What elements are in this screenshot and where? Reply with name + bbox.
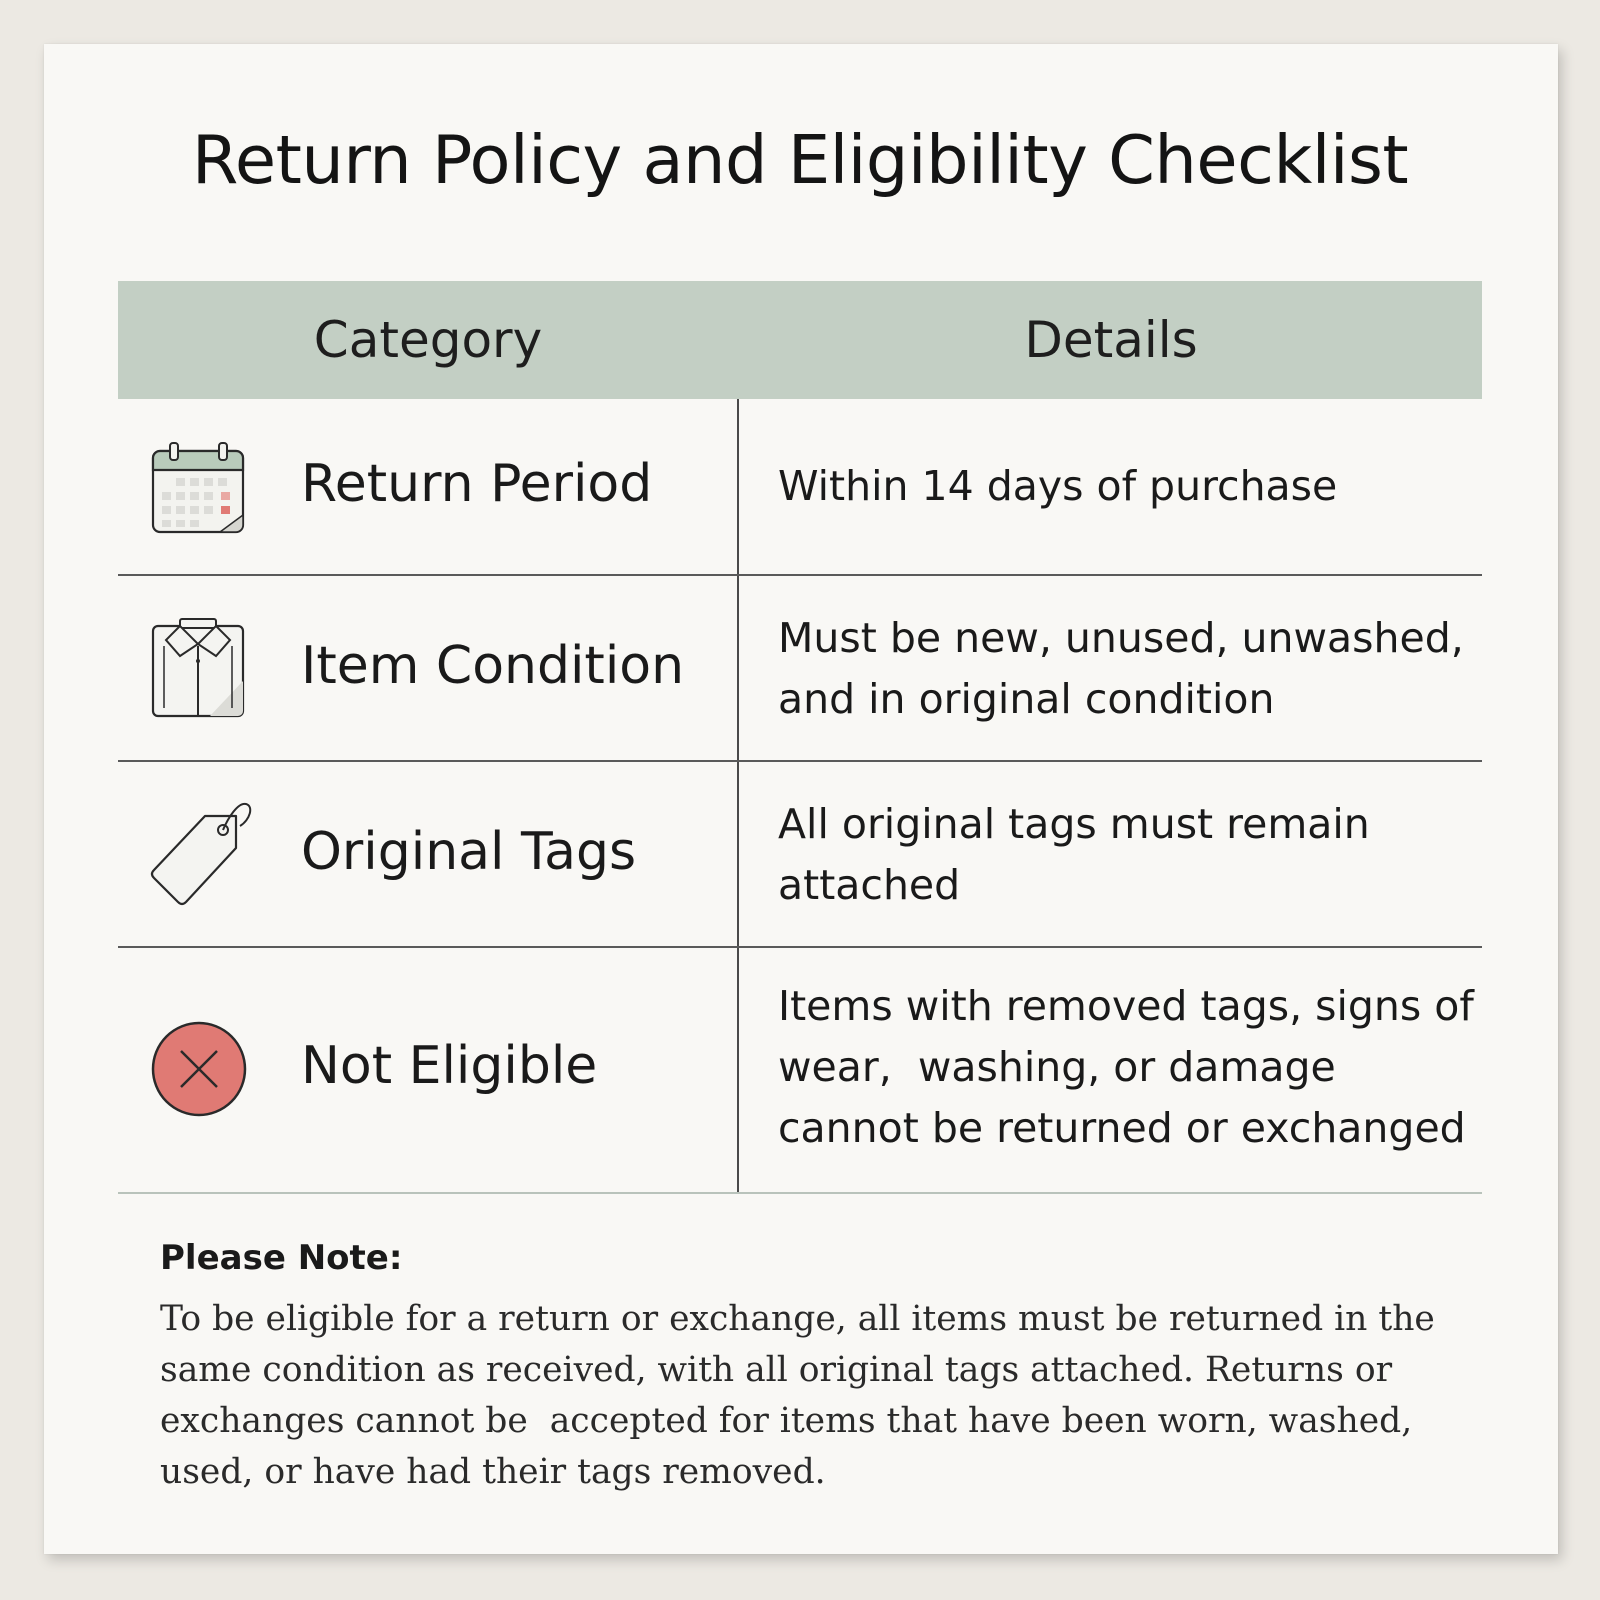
category-label: Not Eligible	[301, 1036, 598, 1096]
details-text: Must be new, unused, unwashed, and in original condition	[778, 614, 1464, 723]
note-text: To be eligible for a return or exchange, all items must be returned in the same condition as received, with all original tags attached. Returns or exchanges cannot be accepted for items that have been worn, washed, used, or have had their tags removed.	[160, 1299, 1435, 1492]
note-title: Please Note:	[160, 1238, 403, 1278]
policy-table	[118, 281, 1482, 1194]
table-row	[118, 948, 1482, 1194]
table-row	[118, 576, 1482, 762]
category-label: Item Condition	[301, 636, 685, 696]
details-text: All original tags must remain attached	[778, 800, 1370, 909]
header-details: Details	[1024, 311, 1198, 369]
table-row	[118, 399, 1482, 576]
calendar-icon	[150, 441, 246, 539]
details-text: Within 14 days of purchase	[778, 462, 1338, 510]
category-label: Original Tags	[301, 822, 637, 882]
details-text: Items with removed tags, signs of wear, washing, or damage cannot be returned or exchanged	[778, 982, 1474, 1152]
page-title: Return Policy and Eligibility Checklist	[191, 121, 1409, 199]
table-header	[118, 281, 1482, 399]
x-circle-icon	[150, 1020, 248, 1122]
tag-icon	[150, 798, 254, 910]
shirt-icon	[150, 616, 246, 724]
category-label: Return Period	[301, 454, 653, 514]
table-row	[118, 762, 1482, 948]
header-category: Category	[313, 311, 543, 369]
